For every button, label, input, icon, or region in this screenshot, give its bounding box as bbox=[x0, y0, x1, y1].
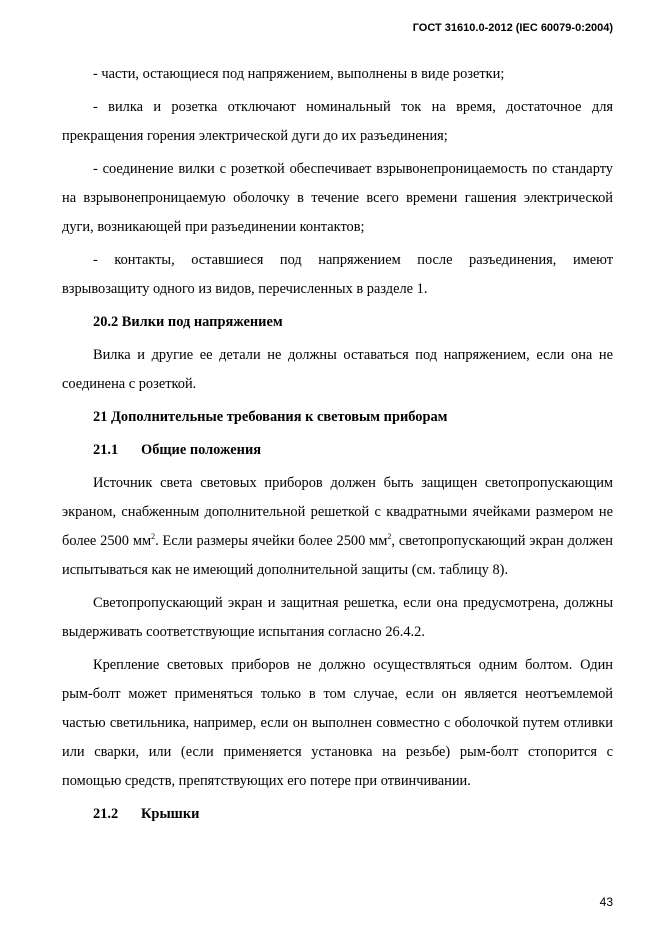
list-item: - контакты, оставшиеся под напряжением после разъединения, имеют взрывозащиту одного из видов, перечисленных в разделе 1. bbox=[62, 252, 613, 297]
paragraph: Вилка и другие ее детали не должны оставаться под напряжением, если она не соединена с розеткой. bbox=[62, 347, 613, 392]
section-number: 21.2 bbox=[93, 806, 119, 822]
section-heading-21: 21 Дополнительные требования к световым приборам bbox=[93, 409, 448, 425]
list-item: - соединение вилки с розеткой обеспечивает взрывонепроницаемость по стандарту на взрывонепроницаемую оболочку в течение всего времени гашения электрической дуги, возникающей при разъединении контактов; bbox=[62, 161, 613, 235]
list-item: - части, остающиеся под напряжением, выполнены в виде розетки; bbox=[93, 66, 505, 82]
superscript: 2 bbox=[387, 532, 392, 542]
standard-header: ГОСТ 31610.0-2012 (IEC 60079-0:2004) bbox=[412, 22, 613, 34]
paragraph-text: . Если размеры ячейки более 2500 мм bbox=[155, 533, 388, 549]
paragraph: Светопропускающий экран и защитная решетка, если она предусмотрена, должны выдерживать соответствующие испытания согласно 26.4.2. bbox=[62, 595, 613, 640]
paragraph: Крепление световых приборов не должно осуществляться одним болтом. Один рым-болт может применяться только в том случае, если он является неотъемлемой частью светильника, например, если он выполнен совместно с оболочкой путем отливки или сварки, или (если применяется установка на резьбе) рым-болт стопорится с помощью средств, препятствующих его потере при отвинчивании. bbox=[62, 657, 613, 789]
paragraph-text: , светопропускающий экран должен испытываться как не имеющий дополнительной защиты (см. таблицу 8). bbox=[62, 533, 613, 578]
section-number: 21.1 bbox=[93, 442, 119, 458]
paragraph bbox=[62, 469, 613, 585]
page-number: 43 bbox=[599, 895, 613, 909]
section-heading-21-2 bbox=[62, 800, 613, 829]
section-title: Крышки bbox=[141, 806, 200, 822]
list-item: - вилка и розетка отключают номинальный ток на время, достаточное для прекращения горения электрической дуги до их разъединения; bbox=[62, 99, 613, 144]
document-body bbox=[62, 60, 613, 833]
section-heading-21-1 bbox=[62, 436, 613, 465]
paragraph-text: Источник света световых приборов должен быть защищен светопропускающим экраном, снабженным дополнительной решеткой с квадратными ячейками размером не более 2500 мм bbox=[62, 475, 613, 549]
superscript: 2 bbox=[151, 532, 156, 542]
section-title: Общие положения bbox=[141, 442, 262, 458]
section-heading-20-2: 20.2 Вилки под напряжением bbox=[93, 314, 283, 330]
